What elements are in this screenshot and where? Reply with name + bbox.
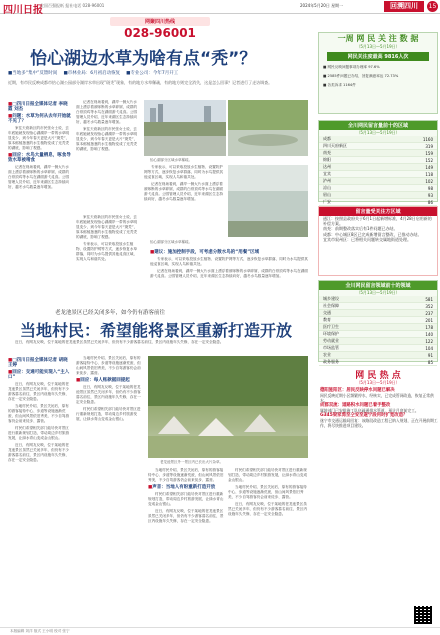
story2-column-2 (76, 356, 144, 624)
story1-subhead: ■ 当地多“集中”反馈时间 (8, 70, 57, 76)
lake-photo-2-graphic (228, 100, 308, 156)
region-name: 南充 (319, 150, 394, 157)
field-count: 237 (390, 310, 437, 317)
story2-column-4 (228, 468, 308, 624)
table-row (319, 192, 437, 199)
table-row (319, 199, 437, 206)
scenic-area-photo (148, 356, 308, 458)
story2-paragraph: 近日，有网友反映，位于某地的老龙池景区虽然已关闭多年，但仍有不少游客慕名前往，景区内设施年久失修，存在一定安全隐患。 (8, 443, 70, 462)
story2-paragraph: 近日，有网友反映，位于某地的老龙池景区虽然已关闭多年，但仍有不少游客慕名前往，景区内设施年久失修，存在一定安全隐患。 (228, 502, 308, 516)
story1-paragraph: 专家表示，可以采取投放水生植物、设置防护网等方式，逐步恢复水草群落，同时为水鸟提供其他觅食区域，实现人鸟和谐共处。 (76, 242, 138, 261)
story2-question-3: ■ 声音：当地人有盼重新打造开放 (148, 485, 224, 490)
field-name: 政务服务 (319, 359, 390, 366)
story2-paragraph: 近日，有网友反映，位于某地的老龙池景区虽然已关闭多年，但仍有不少游客慕名前往，景区内设施年久失修，存在一定安全隐患。 (76, 385, 141, 404)
attention-item: 通江：按照县政府关于6月1日起新增标准，4月28日启用新的补偿方案。 (323, 216, 432, 227)
region-count: 1160 (394, 136, 437, 143)
story1-lead: 近期，有市民反映成都市怡心湖公园部分湖岸水草出现“斑秃”现象，有的地方水草稀疏，有的地方则完全消失，这是怎么回事？记者进行了走访调查。 (8, 80, 273, 85)
hotline-banner (110, 17, 210, 41)
region-name: 达州 (319, 164, 394, 171)
field-name: 医疗卫生 (319, 324, 390, 331)
region-count: 86 (394, 199, 437, 206)
story1-paragraph: 专家表示，可以采取投放水生植物、设置防护网等方式，逐步恢复水草群落，同时为水鸟提供其他觅食区域，实现人鸟和谐共处。 (144, 165, 224, 179)
story2-paragraph: 当地村民介绍，景区关闭后，原有的游客接待中心、步道等设施逐渐荒废，但山间风景依旧秀美，不少自驾游客仍会前来徒步、露营。 (148, 468, 224, 482)
story1-column-1 (8, 100, 72, 300)
region-name: 绵阳 (319, 157, 394, 164)
hot-topics-title: 网 民 热 点 (355, 371, 401, 381)
region-name: 泸州 (319, 178, 394, 185)
attention-item: 宜宾市叙州区：已将相关问题转交属地街道处理。 (323, 236, 411, 242)
story1-column-4 (76, 215, 140, 303)
field-count: 178 (390, 324, 437, 331)
table-row (319, 310, 437, 317)
story2-column-1 (8, 356, 72, 624)
field-count: 122 (390, 338, 437, 345)
table-row (319, 359, 437, 366)
story1-paragraph: 记者在现场看到，湖岸一侧大片水面上漂浮着被啄断的水草碎屑，成群的白骨顶鸡等水鸟在湖面游弋觅食。公园管理人员介绍，近年来湖区生态持续向好，越冬水鸟数量逐年增加。 (144, 182, 224, 201)
region-name: 凉山 (319, 185, 394, 192)
weekly-data-title: 一周 网 民 关 注 数 据 (337, 34, 419, 43)
lake-photo-1-graphic (144, 100, 226, 156)
table-row (319, 345, 437, 352)
story2-kicker: 老龙池景区已经关闭多年，如今仍有游客前往 (55, 310, 166, 316)
table-row (319, 157, 437, 164)
qr-code-icon (414, 606, 432, 624)
dateline: 2024年5月20日 星期一 (300, 3, 344, 8)
masthead-subtitle: 全国百强报纸 报社电话 028-96001 (40, 3, 105, 8)
weekly-data-date: （5月13日—5月19日） (356, 44, 400, 49)
story1-paragraph: 记者在现场看到，湖岸一侧大片水面上漂浮着被啄断的水草碎屑，成群的白骨顶鸡等水鸟在湖面游弋觅食。公园管理人员介绍，近年来湖区生态持续向好，越冬水鸟数量逐年增加。 (76, 100, 138, 124)
story2-paragraph: 当地村民介绍，景区关闭后，原有的游客接待中心、步道等设施逐渐荒废，但山间风景依旧秀美，不少自驾游客仍会前来徒步、露营。 (76, 356, 141, 375)
hot-topic-heading: 成都双流：道路积水问题已着手整改 (320, 403, 391, 408)
region-name: 广安 (319, 199, 394, 206)
hotline-number: 028-96001 (124, 26, 196, 40)
field-ranking-title: 全川网民留言领域前十的领域 (319, 281, 437, 290)
region-count: 159 (394, 150, 437, 157)
weekly-stat: ■ 各类诉求 1164件 (323, 83, 356, 87)
story1-question-1: ■ 问题：水草为何从去年开始就不见了？ (8, 114, 72, 124)
attention-card (318, 206, 438, 276)
attention-item: 成都：中心城区8区已完成新增留言整改，已推动办结。 (323, 231, 422, 237)
region-ranking-date: （5月13日—5月19日） (356, 130, 400, 135)
table-row (319, 143, 437, 150)
scenic-area-photo-graphic (148, 356, 308, 458)
story2-paragraph: 当地村民介绍，景区关闭后，原有的游客接待中心、步道等设施逐渐荒废，但山间风景依旧秀美，不少自驾游客仍会前来徒步、露营。 (228, 485, 307, 499)
masthead: 四川日报 (3, 5, 43, 16)
story2-paragraph: 村民们希望相关部门能尽快对景区进行重新规划打造，带动周边乡村旅游发展，让绿水青山变成金山银山。 (8, 426, 70, 440)
hot-topic-heading: 德阳旌阳区：居民反映停水问题已解决 (320, 388, 395, 393)
field-name: 教育 (319, 317, 390, 324)
story2-byline: ■ □四川日报全媒体记者 胡晓 王婷 (8, 358, 72, 368)
story1-subhead: ■ 市林业局：6月初启动恢复 (63, 70, 120, 76)
section-rubric: 回溯四川 (384, 1, 424, 12)
story1-photo-caption: 怡心湖部分区域水草稀疏。 (150, 158, 192, 162)
story1-paragraph: 家住天府新区的市民张女士说，去年底她就发现怡心湖湖岸一带的水草明显变少，到今年春天更是大片“斑秃”，原本郁郁葱葱的水生植物变成了光秃秃的湖底，影响了观感。 (8, 126, 70, 150)
region-ranking-title: 全川网民留言量前十的区域 (319, 121, 437, 130)
story2-headline: 当地村民：希望能将景区重新打造开放 (20, 321, 293, 340)
field-count: 201 (390, 317, 437, 324)
hot-topics-list (320, 388, 438, 428)
field-ranking-card (318, 280, 438, 365)
story2-column-3 (148, 468, 224, 624)
story1-column-2 (76, 100, 140, 210)
region-name: 宜宾 (319, 171, 394, 178)
region-count: 93 (394, 192, 437, 199)
story1-subheads (8, 70, 308, 76)
region-name: 四川天府新区 (319, 143, 394, 150)
field-name: 市场监管 (319, 345, 390, 352)
story1-column-3 (144, 165, 224, 225)
story2-paragraph: 当地村民介绍，景区关闭后，原有的游客接待中心、步道等设施逐渐荒废，但山间风景依旧秀美，不少自驾游客仍会前来徒步、露营。 (8, 404, 70, 423)
lake-photo-2 (228, 100, 308, 156)
table-row (319, 164, 437, 171)
region-count: 152 (394, 157, 437, 164)
lake-photo-1 (144, 100, 226, 156)
attention-item: 南充：前期整改落实后有1件问题已办结。 (323, 226, 398, 232)
hot-topic-heading: G345梁家湾至仝安至遂宁段何时扩宽改造？ (320, 413, 408, 418)
story2-lead-paragraph: 近日，有网友反映，位于某地的老龙池景区虽然已关闭多年，但仍有不少游客慕名前往，景区内设施年久失修，存在一定安全隐患。 (15, 340, 224, 344)
region-count: 319 (394, 143, 437, 150)
story1-paragraph: 记者在现场看到，湖岸一侧大片水面上漂浮着被啄断的水草碎屑，成群的白骨顶鸡等水鸟在湖面游弋觅食。公园管理人员介绍，近年来湖区生态持续向好，越冬水鸟数量逐年增加。 (8, 165, 70, 189)
region-name: 眉山 (319, 192, 394, 199)
field-count: 104 (390, 345, 437, 352)
story1-paragraph: 专家表示，可以采取投放水生植物、设置防护网等方式，逐步恢复水草群落，同时为水鸟提供其他觅食区域，实现人鸟和谐共处。 (150, 257, 308, 266)
lake-photo-3-graphic (228, 165, 308, 237)
field-name: 环境保护 (319, 331, 390, 338)
story1-subhead: ■ 专业公司：今年7月开工 (126, 70, 178, 76)
attention-title: 留言量受关注方区域 (319, 207, 437, 216)
field-count: 91 (390, 352, 437, 359)
table-row (319, 171, 437, 178)
story2-question-1: ■ 回应：交通可能实现入“主入口” (8, 370, 72, 380)
field-count: 352 (390, 303, 437, 310)
hotline-brand: 网聚四川热线 (110, 17, 210, 26)
region-count: 149 (394, 164, 437, 171)
story2-paragraph: 村民们希望相关部门能尽快对景区进行重新规划打造，带动周边乡村旅游发展，让绿水青山变成金山银山。 (148, 492, 224, 506)
field-count: 140 (390, 331, 437, 338)
story2-paragraph: 村民们希望相关部门能尽快对景区进行重新规划打造，带动周边乡村旅游发展，让绿水青山变成金山银山。 (76, 407, 141, 421)
page-number: 15 (428, 3, 437, 10)
table-row (319, 150, 437, 157)
lake-photo-3 (228, 165, 308, 237)
region-ranking-card (318, 120, 438, 205)
story1-headline: 怡心湖边水草为啥有点“秃”？ (30, 49, 257, 69)
story2-lead (8, 340, 308, 354)
story2-photo-caption: 老龙池景区外一景区内已长出大片杂草。 (160, 460, 223, 464)
table-row (319, 317, 437, 324)
field-name: 社会保障 (319, 303, 390, 310)
story1-byline: ■ □四川日报全媒体记者 李晓霞 刘杰 (8, 102, 72, 112)
page-footer: 本版编辑 刘洋 版式 王小明 校对 张宁 (0, 627, 440, 635)
table-row (319, 303, 437, 310)
story1-photo-caption-2: 怡心湖部分区域水草稀疏。 (150, 240, 192, 244)
weekly-highlight: 网民关注度最高 9816人次 (327, 52, 429, 61)
story2-paragraph: 近日，有网友反映，位于某地的老龙池景区虽然已关闭多年，但仍有不少游客慕名前往，景区内设施年久失修，存在一定安全隐患。 (8, 382, 70, 401)
field-ranking-table (319, 296, 437, 366)
story1-paragraph: 家住天府新区的市民张女士说，去年底她就发现怡心湖湖岸一带的水草明显变少，到今年春天更是大片“斑秃”，原本郁郁葱葱的水生植物变成了光秃秃的湖底，影响了观感。 (76, 127, 138, 151)
story2-paragraph: 村民们希望相关部门能尽快对景区进行重新规划打造，带动周边乡村旅游发展，让绿水青山变成金山银山。 (228, 468, 308, 482)
field-ranking-date: （5月13日—5月19日） (356, 290, 400, 295)
region-count: 118 (394, 171, 437, 178)
field-name: 城乡建设 (319, 296, 390, 303)
hot-topics-date: （5月13日—5月19日） (356, 380, 400, 385)
table-row (319, 324, 437, 331)
region-ranking-table (319, 136, 437, 206)
table-row (319, 352, 437, 359)
weekly-stat: ■ 2585件问题已办结，回复满意率达 72.73% (323, 74, 399, 78)
field-count: 581 (390, 296, 437, 303)
table-row (319, 185, 437, 192)
story1-paragraph: 记者在现场看到，湖岸一侧大片水面上漂浮着被啄断的水草碎屑，成群的白骨顶鸡等水鸟在湖面游弋觅食。公园管理人员介绍，近年来湖区生态持续向好，越冬水鸟数量逐年增加。 (150, 269, 308, 278)
region-name: 成都 (319, 136, 394, 143)
story1-column-5 (150, 248, 308, 303)
table-row (319, 331, 437, 338)
story2-paragraph: 近日，有网友反映，位于某地的老龙池景区虽然已关闭多年，但仍有不少游客慕名前往，景区内设施年久失修，存在一定安全隐患。 (148, 509, 224, 523)
sidebar (318, 16, 438, 635)
region-count: 102 (394, 178, 437, 185)
hot-topic-text: 网民反映近期小区频繁停水，经核实，已完成管网改造，恢复正常供水。 (320, 393, 434, 403)
region-count: 98 (394, 185, 437, 192)
field-name: 农业 (319, 352, 390, 359)
story2-question-2: ■ 回应：每人账款据回提起 (76, 378, 144, 383)
table-row (319, 338, 437, 345)
hot-topic-text: 遂宁市交通运输局回复：该路段改造工程已纳入规划，正在开展前期工作，将尽快推进项目建设。 (320, 418, 438, 428)
story1-question-3: ■ 建议：施加控制手段，可考虑分散水鸟的“用餐”区域 (150, 250, 308, 255)
table-row (319, 178, 437, 185)
top-bar (0, 0, 440, 14)
field-name: 交通 (319, 310, 390, 317)
weekly-data-card (318, 32, 438, 114)
story1-question-2: ■ 回应：水鸟大量栖息，啄食导致水草被啃食 (8, 153, 72, 163)
weekly-stat: ■ 网民反映问题事项办理率 97.6% (323, 65, 380, 69)
story1-paragraph: 家住天府新区的市民张女士说，去年底她就发现怡心湖湖岸一带的水草明显变少，到今年春天更是大片“斑秃”，原本郁郁葱葱的水生植物变成了光秃秃的湖底，影响了观感。 (76, 215, 138, 239)
hot-topic-text: 属地部门已安排施工队伍疏通排水管道，预计月底前完工。 (320, 408, 419, 413)
field-name: 劳动就业 (319, 338, 390, 345)
field-count: 85 (390, 359, 437, 366)
